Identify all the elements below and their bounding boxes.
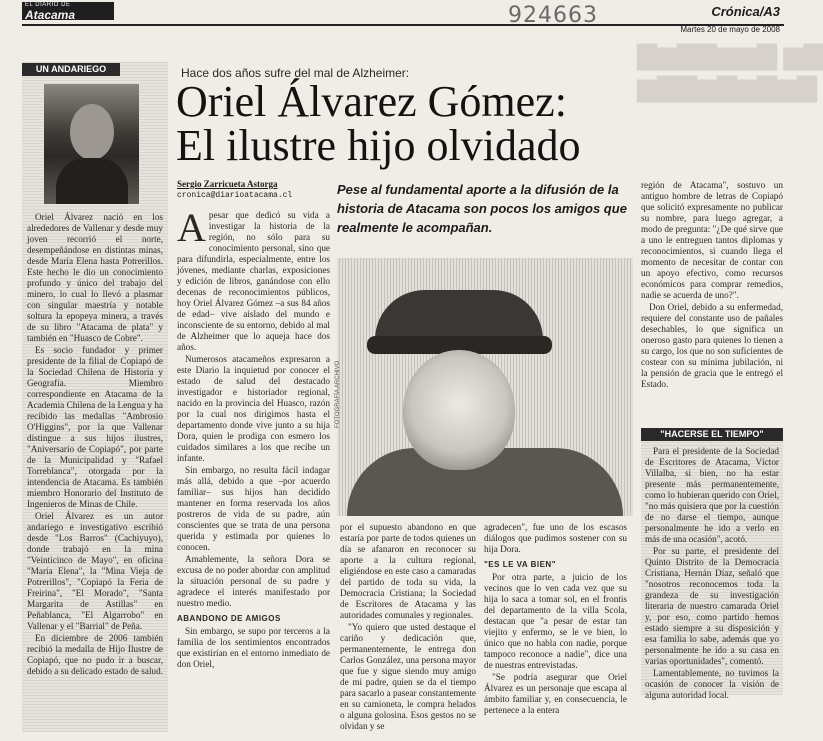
article-paragraph: Por otra parte, a juicio de los vecinos que lo ven cada vez que su hija lo saca a tomar sol, en el frontis del departamento de la villa Scola, destacan que "a pesar de estar tan viejito y enfermo, se le ve bien, lo único que no habla con nadie, porque tampoco reconoce a nadie", dice una de nuestras entrevistadas. [484, 572, 627, 670]
article-paragraph: "Se podría asegurar que Oriel Álvarez es un personaje que escapa al ámbito familiar y, en consecuencia, le pertenece a la entera [484, 672, 627, 715]
box-paragraph: Para el presidente de la Sociedad de Escritores de Atacama, Víctor Villalba, si bien, no ha estar presente más permanentemente, como lo hubieran querido con Oriel, "no más quisiera que por la cuestión de no darse el tiempo, aunque personalmente he ido a verlo en más de una ocasión", acotó. [645, 446, 779, 544]
author-email: cronica@diarioatacama.cl [177, 191, 293, 200]
photo-credit: FOTOGRAFÍA ARCHIVO [335, 360, 341, 428]
main-photo [337, 258, 633, 516]
sidebar-heading: UN ANDARIEGO [22, 63, 120, 76]
article-paragraph: Amablemente, la señora Dora se excusa de no poder abordar con amplitud la situación personal de su padre y agradece el interés manifestado por nuestro medio. [177, 554, 330, 608]
box-paragraph: Por su parte, el presidente del Quinto Distrito de la Democracia Cristiana, Hernán Díaz, señaló que "nosotros reconocemos toda la grandeza de su investigación literaria de nuestro camarada Oriel y, por eso, como partido hemos estado siempre a su disposición y esa familia lo sabe, además que yo personalmente he ido a su casa en varias oportunidades", comentó. [645, 546, 779, 666]
sidebar-paragraph: Oriel Álvarez nació en los alrededores de Vallenar y desde muy joven recorrió el norte, desempeñándose en distintas minas, desde María Elena hasta Potrerillos. Este hecho le dio un conocimiento profundo y único del trabajo del minero, lo cual lo llevó a plasmar con singular maestría y notable soltura la epopeya minera, a través de su libro "Atacama de plata" y también en "Huasco de Cobre". [27, 212, 163, 343]
article-paragraph: Numerosos atacameños expresaron a este Diario la inquietud por conocer el estado de salud del destacado investigador e historiador regional, nacido en la provincia del Huasco, razón por la cual nos dirigimos hasta el departamento donde vive junto a su hija Dora, quien le prodiga con esmero los cuidados similares a los que recibe un infante. [177, 354, 330, 463]
article-paragraph: Sin embargo, se supo por terceros a la familia de los sentimientos encontrados que existirían en el entorno inmediato de don Oriel, [177, 626, 330, 669]
sidebar-paragraph: Es socio fundador y primer presidente de la filial de Copiapó de la Sociedad Chilena de Historia y Geografía. Miembro correspondiente en Atacama de la Academia Chilena de la Lengua y ha recibido las medallas "Ambrosio O'Higgins", por la que Vallenar distingue a sus hijos ilustres, "Aniversario de Copiapó", por parte de la Municipalidad y "Rafael Torreblanca", otorgada por la intendencia de Atacama. Es también miembro Honorario del Instituto de Ingenieros de Minas de Chile. [27, 345, 163, 509]
article-column-4 [641, 180, 783, 424]
sidebar-paragraph: En diciembre de 2006 también recibió la medalla de Hijo Ilustre de Copiapó, que no pudo ir a buscar, debido a su delicado estado de salud. [27, 633, 163, 676]
masthead-logo [22, 2, 114, 20]
archive-number: 924663 [508, 3, 598, 28]
box-paragraph: Lamentablemente, no tuvimos la ocasión de conocer la visión de alguna autoridad local. [645, 668, 779, 700]
article-column-3 [484, 522, 627, 734]
box-text [645, 446, 779, 700]
headline [176, 77, 581, 170]
article-column-2 [340, 522, 476, 734]
article-paragraph: Sin embargo, no resulta fácil indagar más allá, debido a que –por acuerdo familiar– sus hijos han decidido mantener en forma reservada los años postreros de vida de su padre, aún conscientes que se trata de una persona querida y estimada por quienes lo conocen. [177, 465, 330, 552]
headline-line-1: Oriel Álvarez Gómez: [176, 77, 567, 126]
section-label: Crónica/A3 [711, 4, 780, 19]
article-paragraph: Don Oriel, debido a su enfermedad, requiere del constante uso de pañales desechables, lo que significa un oneroso gasto para quienes lo tienen a su cargo, los que no son suficientes de costear con su mínima jubilación, ni la pensión de gracia que le entregó el Estado. [641, 302, 783, 389]
top-rule [22, 24, 784, 26]
article-paragraph: región de Atacama", sostuvo un antiguo hombre de letras de Copiapó que solicitó expresamente no publicar su nombre, para luego agregar, a modo de pregunta: "¿De qué sirve que a uno le entreguen tantos diplomas y reconocimientos, si cuando llega el momento de necesitar de contar con un apoyo efectivo, como recursos económicos para comprar remedios, nadie se acuerda de uno?". [641, 180, 783, 300]
headline-line-2: El ilustre hijo olvidado [176, 121, 581, 170]
article-column-1 [177, 205, 330, 735]
drop-cap: A [177, 205, 206, 250]
masthead-small: EL DIARIO DE [25, 2, 71, 8]
masthead-title: Atacama [25, 8, 76, 22]
sidebar-paragraph: Oriel Álvarez es un autor andariego e investigativo escribió desde "Los Barros" (Cachiyuyo), donde trabajó en la mina "Veinticinco de Mayo", en oficina "María Elena", la "Mina Vieja de Potrerillos", "Copiapó la Feria de Freirina", "El Morado", "Santa Margarita de Astillas" en Peñablanca, "El Algarrobo" en Vallenar y el "Barrial" de Peña. [27, 511, 163, 631]
deck: Pese al fundamental aporte a la difusión de la historia de Atacama son pocos los amigos que realmente le acompañan. [337, 182, 627, 235]
article-paragraph: por el supuesto abandono en que estaría por parte de todos quienes un día se afanaron en reconocer su aporte a la cultura regional, eligiéndose en este caso a camaradas del partido de toda su vida, la Democracia Cristiana; la Sociedad de Escritores de Atacama y las autoridades comunales y regionales. [340, 522, 476, 620]
photo-figure-face [403, 350, 515, 470]
issue-date: Martes 20 de mayo de 2008 [680, 25, 780, 34]
bleed-through-shadow: ▇▆▇▇▆▆▇ ▆▇ ▆▇▇▆▇▆▇▆▇ [637, 41, 823, 102]
article-paragraph: "Yo quiero que usted destaque el cariño y dedicación que, permanentemente, le entrega don Carlos González, una persona mayor que fue y sigue siendo muy amigo de mi padre, quien se da el tiempo para sacarlo a pasear constantemente en su camioneta, le compra helados o alguna golosina. Esos gestos no se olvidan y se [340, 622, 476, 731]
kicker: Hace dos años sufre del mal de Alzheimer: [181, 66, 410, 80]
box-heading: "HACERSE EL TIEMPO" [641, 428, 783, 441]
article-paragraph: pesar que dedicó su vida a investigar la historia de la región, no sólo para su conocimiento personal, sino que para difundirla, especialmente, entre los jóvenes, mediante charlas, exposiciones y edición de libros, ganándose con ello decenas de reconocimientos públicos, hoy Oriel Álvarez Gómez –a sus 84 años de edad– vive aislado del mundo e inconsciente de su entorno, debido al mal de Alzheimer que lo aqueja hace dos años. [177, 210, 330, 352]
subhead: ABANDONO DE AMIGOS [177, 614, 281, 623]
portrait-photo [44, 84, 139, 204]
article-paragraph: agradecen", fue uno de los escasos diálogos que pudimos sostener con su hija Dora. [484, 522, 627, 554]
sidebar-text [27, 212, 163, 678]
subhead: "ES LE VA BIEN" [484, 560, 556, 569]
byline: Sergio Zarricueta Astorga [177, 179, 278, 189]
